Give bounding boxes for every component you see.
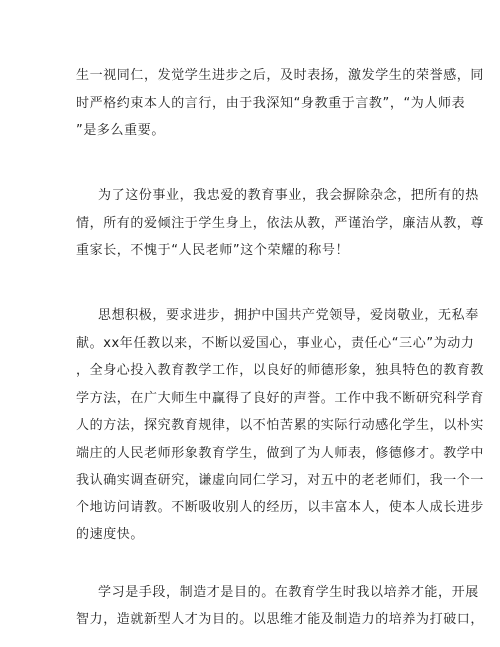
paragraph-3-line-6: 端庄的人民老师形象教育学生，做到了为人师表，修德修才。教学中 bbox=[76, 446, 485, 461]
paragraph-3-line-3: ，全身心投入教育教学工作，以良好的师德形象，独具特色的教育教 bbox=[76, 363, 485, 378]
paragraph-4-line-1: 学习是手段，制造才是目的。在教育学生时我以培养才能，开展 bbox=[98, 585, 479, 600]
paragraph-3-line-7: 我认确实调查研究，谦虚向同仁学习，对五中的老老师们，我一个一 bbox=[76, 473, 485, 488]
paragraph-2-line-2: 情，所有的爱倾注于学生身上，依法从教，严谨治学，廉洁从教，尊 bbox=[76, 216, 485, 231]
paragraph-3-line-9: 的速度快。 bbox=[76, 527, 145, 542]
paragraph-1-line-1: 生一视同仁，发觉学生进步之后，及时表扬，激发学生的荣誉感，同 bbox=[76, 68, 485, 83]
paragraph-3-line-4: 学方法，在广大师生中赢得了良好的声誉。工作中我不断研究科学育 bbox=[76, 391, 485, 406]
paragraph-1-line-2: 时严格约束本人的言行，由于我深知“身教重于言教”，“为人师表 bbox=[76, 96, 466, 111]
paragraph-2-line-3: 重家长，不愧于“人民老师”这个荣耀的称号！ bbox=[76, 243, 350, 258]
paragraph-3-line-1: 思想积极，要求进步，拥护中国共产党领导，爱岗敬业，无私奉 bbox=[98, 308, 479, 323]
paragraph-3-line-5: 人的方法，探究教育规律，以不怕苦累的实际行动感化学生，以朴实 bbox=[76, 418, 485, 433]
paragraph-3-line-2: 献。xx年任教以来，不断以爱国心，事业心，责任心“三心”为动力 bbox=[76, 336, 475, 351]
paragraph-3-line-8: 个地访问请教。不断吸收别人的经历，以丰富本人，使本人成长进步 bbox=[76, 500, 485, 515]
paragraph-4-line-2: 智力，造就新型人才为目的。以思维才能及制造力的培养为打破口， bbox=[76, 612, 485, 627]
paragraph-1-line-3: ”是多么重要。 bbox=[76, 123, 165, 138]
paragraph-2-line-1: 为了这份事业，我忠爱的教育事业，我会摒除杂念，把所有的热 bbox=[98, 188, 479, 203]
